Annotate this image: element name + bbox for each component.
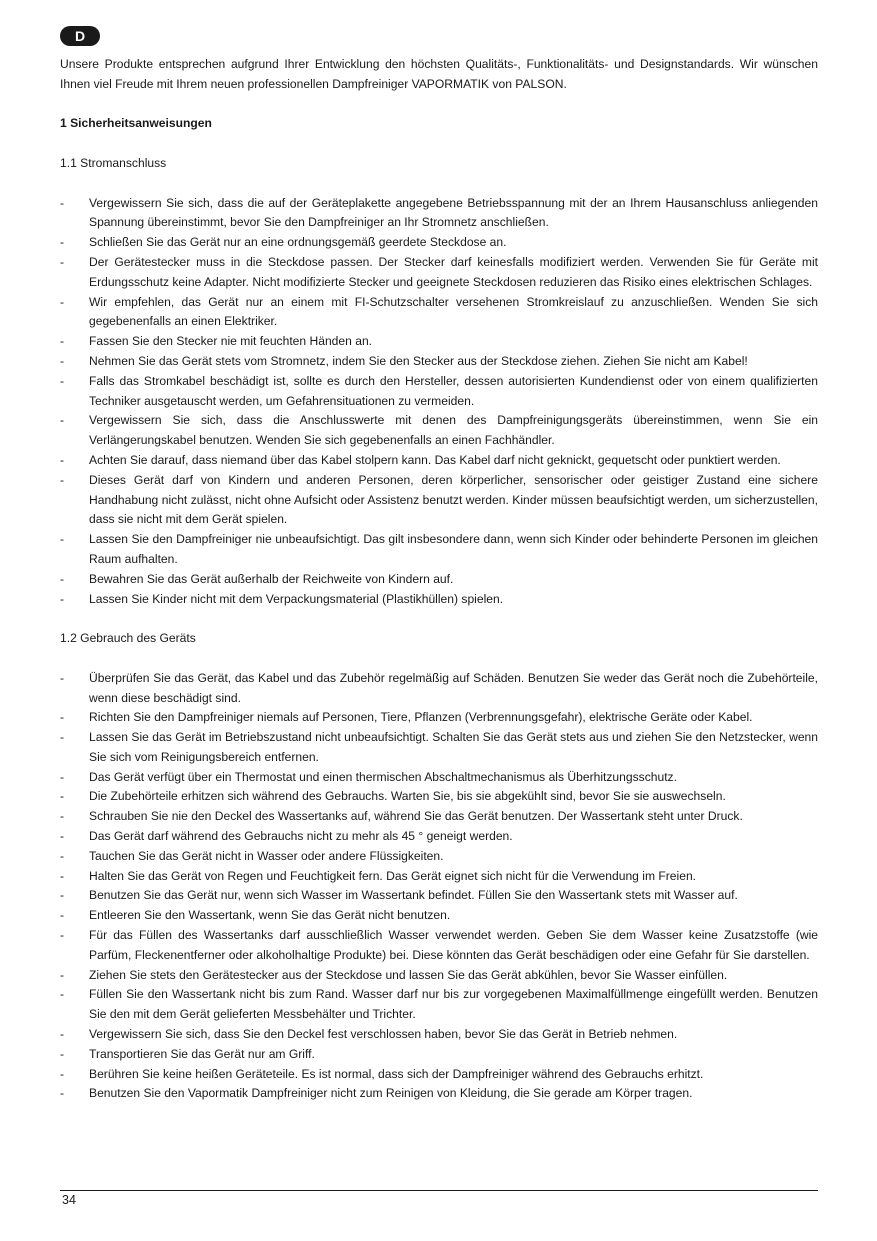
bullet-dash: -: [60, 254, 65, 269]
bullet-dash: -: [60, 353, 65, 368]
bullet-list-power: [60, 194, 818, 610]
page-number: 34: [62, 1193, 76, 1207]
subsection-title-usage: 1.2 Gebrauch des Geräts: [60, 631, 196, 646]
list-item-text: Schrauben Sie nie den Deckel des Wassertanks auf, während Sie das Gerät benutzen. Der Wassertank steht unter Druck.: [89, 809, 743, 824]
list-item-text: Transportieren Sie das Gerät nur am Griff.: [89, 1046, 315, 1061]
list-item-text: Benutzen Sie den Vapormatik Dampfreiniger nicht zum Reinigen von Kleidung, die Sie gerade am Körper tragen.: [89, 1086, 693, 1101]
bullet-dash: -: [60, 532, 65, 547]
list-item-text: Vergewissern Sie sich, dass die Anschlusswerte mit denen des Dampfreinigungsgeräts übereinstimmen, wenn Sie ein Verlängerungskabel benutzen. Wenden Sie sich gegebenenfalls an einen Fachhändler.: [89, 413, 818, 448]
bullet-list-usage: [60, 669, 818, 1105]
bullet-dash: -: [60, 294, 65, 309]
bullet-dash: -: [60, 413, 65, 428]
bullet-dash: -: [60, 571, 65, 586]
list-item: [60, 451, 818, 471]
list-item: [60, 827, 818, 847]
bullet-dash: -: [60, 670, 65, 685]
bullet-dash: -: [60, 829, 65, 844]
bullet-dash: -: [60, 334, 65, 349]
bullet-dash: -: [60, 730, 65, 745]
bullet-dash: -: [60, 1027, 65, 1042]
footer-divider: [60, 1190, 818, 1191]
bullet-dash: -: [60, 908, 65, 923]
list-item-text: Die Zubehörteile erhitzen sich während des Gebrauchs. Warten Sie, bis sie abgekühlt sind, bevor Sie sie auswechseln.: [89, 789, 726, 804]
list-item-text: Wir empfehlen, das Gerät nur an einem mit FI-Schutzschalter versehenen Stromkreislauf zu anzuschließen. Wenden Sie sich gegebenenfalls an einen Elektriker.: [89, 294, 818, 329]
bullet-dash: -: [60, 848, 65, 863]
list-item-text: Das Gerät verfügt über ein Thermostat und einen thermischen Abschaltmechanismus als Überhitzungsschutz.: [89, 769, 677, 784]
bullet-dash: -: [60, 809, 65, 824]
bullet-dash: -: [60, 452, 65, 467]
list-item: [60, 194, 818, 234]
list-item: [60, 669, 818, 709]
language-badge: D: [60, 26, 100, 46]
list-item: [60, 926, 818, 966]
list-item: [60, 530, 818, 570]
list-item: [60, 728, 818, 768]
bullet-dash: -: [60, 928, 65, 943]
bullet-dash: -: [60, 1066, 65, 1081]
list-item: [60, 1084, 818, 1104]
bullet-dash: -: [60, 235, 65, 250]
list-item-text: Schließen Sie das Gerät nur an eine ordnungsgemäß geerdete Steckdose an.: [89, 235, 507, 250]
list-item-text: Entleeren Sie den Wassertank, wenn Sie das Gerät nicht benutzen.: [89, 908, 451, 923]
list-item-text: Berühren Sie keine heißen Geräteteile. Es ist normal, dass sich der Dampfreiniger während des Gebrauchs erhitzt.: [89, 1066, 704, 1081]
list-item-text: Vergewissern Sie sich, dass Sie den Deckel fest verschlossen haben, bevor Sie das Gerät in Betrieb nehmen.: [89, 1027, 678, 1042]
bullet-dash: -: [60, 373, 65, 388]
list-item: [60, 708, 818, 728]
list-item: [60, 847, 818, 867]
list-item-text: Lassen Sie den Dampfreiniger nie unbeaufsichtigt. Das gilt insbesondere dann, wenn sich Kinder oder behinderte Personen im gleichen Raum aufhalten.: [89, 532, 818, 566]
list-item: [60, 768, 818, 788]
list-item-text: Für das Füllen des Wassertanks darf ausschließlich Wasser verwendet werden. Geben Sie dem Wasser keine Zusatzstoffe (wie Parfüm, Fleckenentferner oder alkoholhaltige Produkte) bei. Diese könnten das Gerät beschädigen oder eine Gefahr für Sie darstellen.: [89, 928, 818, 962]
section-title: 1 Sicherheitsanweisungen: [60, 116, 212, 131]
bullet-dash: -: [60, 888, 65, 903]
list-item-text: Der Gerätestecker muss in die Steckdose passen. Der Stecker darf keinesfalls modifiziert werden. Verwenden Sie für Geräte mit Erdungsschutz keine Adapter. Nicht modifizierte Stecker und geeignete Steckdosen reduzieren das Risiko eines elektrischen Schlages.: [89, 254, 818, 289]
bullet-dash: -: [60, 472, 65, 487]
list-item: [60, 985, 818, 1025]
list-item-text: Das Gerät darf während des Gebrauchs nicht zu mehr als 45 ° geneigt werden.: [89, 829, 513, 844]
list-item-text: Überprüfen Sie das Gerät, das Kabel und das Zubehör regelmäßig auf Schäden. Benutzen Sie weder das Gerät noch die Zubehörteile, wenn diese beschädigt sind.: [89, 670, 818, 705]
list-item: [60, 966, 818, 986]
bullet-dash: -: [60, 1046, 65, 1061]
list-item: [60, 332, 818, 352]
list-item: [60, 253, 818, 293]
bullet-dash: -: [60, 195, 65, 210]
list-item-text: Bewahren Sie das Gerät außerhalb der Reichweite von Kindern auf.: [89, 571, 454, 586]
list-item-text: Falls das Stromkabel beschädigt ist, sollte es durch den Hersteller, dessen autorisierten Kundendienst oder von einem qualifizierten Techniker ausgetauscht werden, um Gefahrensituationen zu vermeiden.: [89, 373, 818, 408]
bullet-dash: -: [60, 1086, 65, 1101]
intro-paragraph: Unsere Produkte entsprechen aufgrund Ihrer Entwicklung den höchsten Qualitäts-, Funktionalitäts- und Designstandards. Wir wünschen Ihnen viel Freude mit Ihrem neuen professionellen Dampfreiniger VAPORMATIK von PALSON.: [60, 57, 818, 91]
list-item-text: Füllen Sie den Wassertank nicht bis zum Rand. Wasser darf nur bis zur vorgegebenen Maximalfüllmenge eingefüllt werden. Benutzen Sie den mit dem Gerät gelieferten Messbehälter und Trichter.: [89, 987, 818, 1022]
list-item: [60, 352, 818, 372]
list-item-text: Achten Sie darauf, dass niemand über das Kabel stolpern kann. Das Kabel darf nicht geknickt, gequetscht oder punktiert werden.: [89, 452, 781, 467]
bullet-dash: -: [60, 710, 65, 725]
list-item: [60, 867, 818, 887]
list-item: [60, 1065, 818, 1085]
list-item-text: Richten Sie den Dampfreiniger niemals auf Personen, Tiere, Pflanzen (Verbrennungsgefahr), elektrische Geräte oder Kabel.: [89, 710, 753, 725]
list-item-text: Nehmen Sie das Gerät stets vom Stromnetz, indem Sie den Stecker aus der Steckdose ziehen. Ziehen Sie nicht am Kabel!: [89, 353, 748, 368]
list-item: [60, 1025, 818, 1045]
list-item: [60, 471, 818, 530]
list-item-text: Lassen Sie Kinder nicht mit dem Verpackungsmaterial (Plastikhüllen) spielen.: [89, 591, 504, 606]
list-item: [60, 787, 818, 807]
list-item: [60, 372, 818, 412]
list-item: [60, 293, 818, 333]
list-item: [60, 1045, 818, 1065]
list-item-text: Tauchen Sie das Gerät nicht in Wasser oder andere Flüssigkeiten.: [89, 848, 444, 863]
list-item-text: Lassen Sie das Gerät im Betriebszustand nicht unbeaufsichtigt. Schalten Sie das Gerät stets aus und ziehen Sie den Netzstecker, wenn Sie sich vom Reinigungsbereich entfernen.: [89, 730, 818, 764]
list-item: [60, 590, 818, 610]
list-item-text: Benutzen Sie das Gerät nur, wenn sich Wasser im Wassertank befindet. Füllen Sie den Wassertank stets mit Wasser auf.: [89, 888, 738, 903]
list-item: [60, 807, 818, 827]
bullet-dash: -: [60, 769, 65, 784]
list-item-text: Ziehen Sie stets den Gerätestecker aus der Steckdose und lassen Sie das Gerät abkühlen, bevor Sie Wasser einfüllen.: [89, 967, 728, 982]
list-item: [60, 886, 818, 906]
list-item-text: Vergewissern Sie sich, dass die auf der Geräteplakette angegebene Betriebsspannung mit der an Ihrem Hausanschluss anliegenden Spannung übereinstimmt, bevor Sie den Dampfreiniger an Ihr Stromnetz anschließen.: [89, 195, 818, 230]
subsection-title-power: 1.1 Stromanschluss: [60, 155, 167, 170]
list-item: [60, 570, 818, 590]
bullet-dash: -: [60, 987, 65, 1002]
list-item: [60, 906, 818, 926]
bullet-dash: -: [60, 868, 65, 883]
bullet-dash: -: [60, 967, 65, 982]
list-item-text: Fassen Sie den Stecker nie mit feuchten Händen an.: [89, 334, 373, 349]
list-item-text: Halten Sie das Gerät von Regen und Feuchtigkeit fern. Das Gerät eignet sich nicht für die Verwendung im Freien.: [89, 868, 697, 883]
list-item: [60, 411, 818, 451]
bullet-dash: -: [60, 789, 65, 804]
list-item-text: Dieses Gerät darf von Kindern und anderen Personen, deren körperlicher, sensorischer oder geistiger Zustand eine sichere Handhabung nicht zulässt, nicht ohne Aufsicht oder Assistenz benutzt werden. Kinder müssen beaufsichtigt werden, um sicherzustellen, dass sie nicht mit dem Gerät spielen.: [89, 472, 818, 527]
page-content: [60, 55, 818, 1104]
bullet-dash: -: [60, 591, 65, 606]
list-item: [60, 233, 818, 253]
